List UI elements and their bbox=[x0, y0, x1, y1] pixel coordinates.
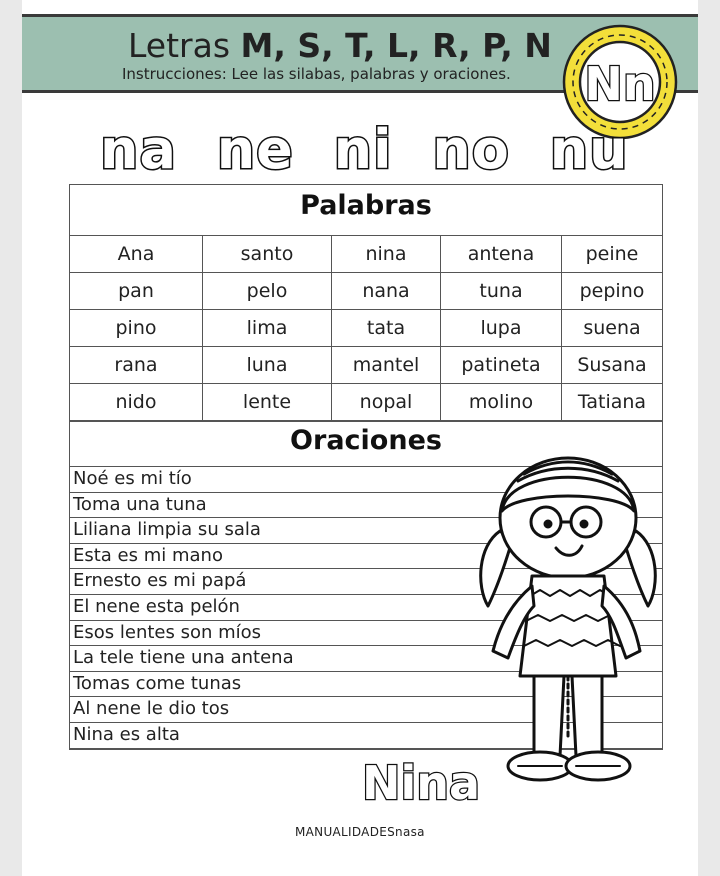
sentence-text: Esos lentes son míos bbox=[73, 621, 262, 643]
table-row bbox=[70, 310, 663, 347]
instructions-text: Instrucciones: Lee las silabas, palabras y oraciones. bbox=[122, 65, 511, 83]
syllable-row bbox=[100, 118, 649, 181]
palabras-heading: Palabras bbox=[300, 190, 432, 221]
word-cell: nana bbox=[332, 273, 441, 310]
syllable: nu bbox=[549, 118, 629, 181]
word-cell: lente bbox=[203, 384, 332, 421]
sentence-text: Ernesto es mi papá bbox=[73, 570, 247, 592]
word-cell: pepino bbox=[562, 273, 663, 310]
word-cell: tata bbox=[332, 310, 441, 347]
title-prefix: Letras bbox=[128, 26, 231, 65]
word-cell: Ana bbox=[70, 236, 203, 273]
word-cell: nina bbox=[332, 236, 441, 273]
sentence-text: El nene esta pelón bbox=[73, 595, 240, 617]
footer-credit: MANUALIDADESnasa bbox=[295, 825, 425, 839]
word-cell: Susana bbox=[562, 347, 663, 384]
word-cell: molino bbox=[441, 384, 562, 421]
word-cell: tuna bbox=[441, 273, 562, 310]
badge-letters: Nn bbox=[584, 57, 656, 111]
table-row bbox=[70, 236, 663, 273]
sentence-text: Nina es alta bbox=[73, 723, 180, 745]
sentence-text: Esta es mi mano bbox=[73, 544, 223, 566]
word-cell: pelo bbox=[203, 273, 332, 310]
word-cell: lima bbox=[203, 310, 332, 347]
table-row bbox=[70, 273, 663, 310]
syllable: na bbox=[100, 118, 177, 181]
page-title bbox=[128, 26, 552, 65]
word-cell: nopal bbox=[332, 384, 441, 421]
word-cell: Tatiana bbox=[562, 384, 663, 421]
word-cell: rana bbox=[70, 347, 203, 384]
word-cell: pino bbox=[70, 310, 203, 347]
title-letters: M, S, T, L, R, P, N bbox=[240, 26, 552, 65]
syllable: ni bbox=[333, 118, 393, 181]
character-name: Nina bbox=[362, 756, 481, 810]
oraciones-heading: Oraciones bbox=[70, 421, 662, 466]
sentence-text: Liliana limpia su sala bbox=[73, 519, 261, 541]
syllable: no bbox=[432, 118, 510, 181]
word-cell: nido bbox=[70, 384, 203, 421]
word-cell: pan bbox=[70, 273, 203, 310]
word-cell: santo bbox=[203, 236, 332, 273]
words-table bbox=[69, 235, 663, 421]
sentence-text: Al nene le dio tos bbox=[73, 698, 230, 720]
word-cell: mantel bbox=[332, 347, 441, 384]
table-row bbox=[70, 347, 663, 384]
sentence-text: La tele tiene una antena bbox=[73, 647, 294, 669]
table-row bbox=[70, 384, 663, 421]
word-cell: peine bbox=[562, 236, 663, 273]
word-cell: patineta bbox=[441, 347, 562, 384]
word-cell: lupa bbox=[441, 310, 562, 347]
sentence-text: Toma una tuna bbox=[73, 493, 207, 515]
girl-illustration-icon bbox=[468, 436, 668, 806]
sentence-text: Noé es mi tío bbox=[73, 468, 192, 489]
syllable: ne bbox=[216, 118, 294, 181]
word-cell: suena bbox=[562, 310, 663, 347]
sentence-text: Tomas come tunas bbox=[73, 672, 242, 694]
word-cell: antena bbox=[441, 236, 562, 273]
word-cell: luna bbox=[203, 347, 332, 384]
